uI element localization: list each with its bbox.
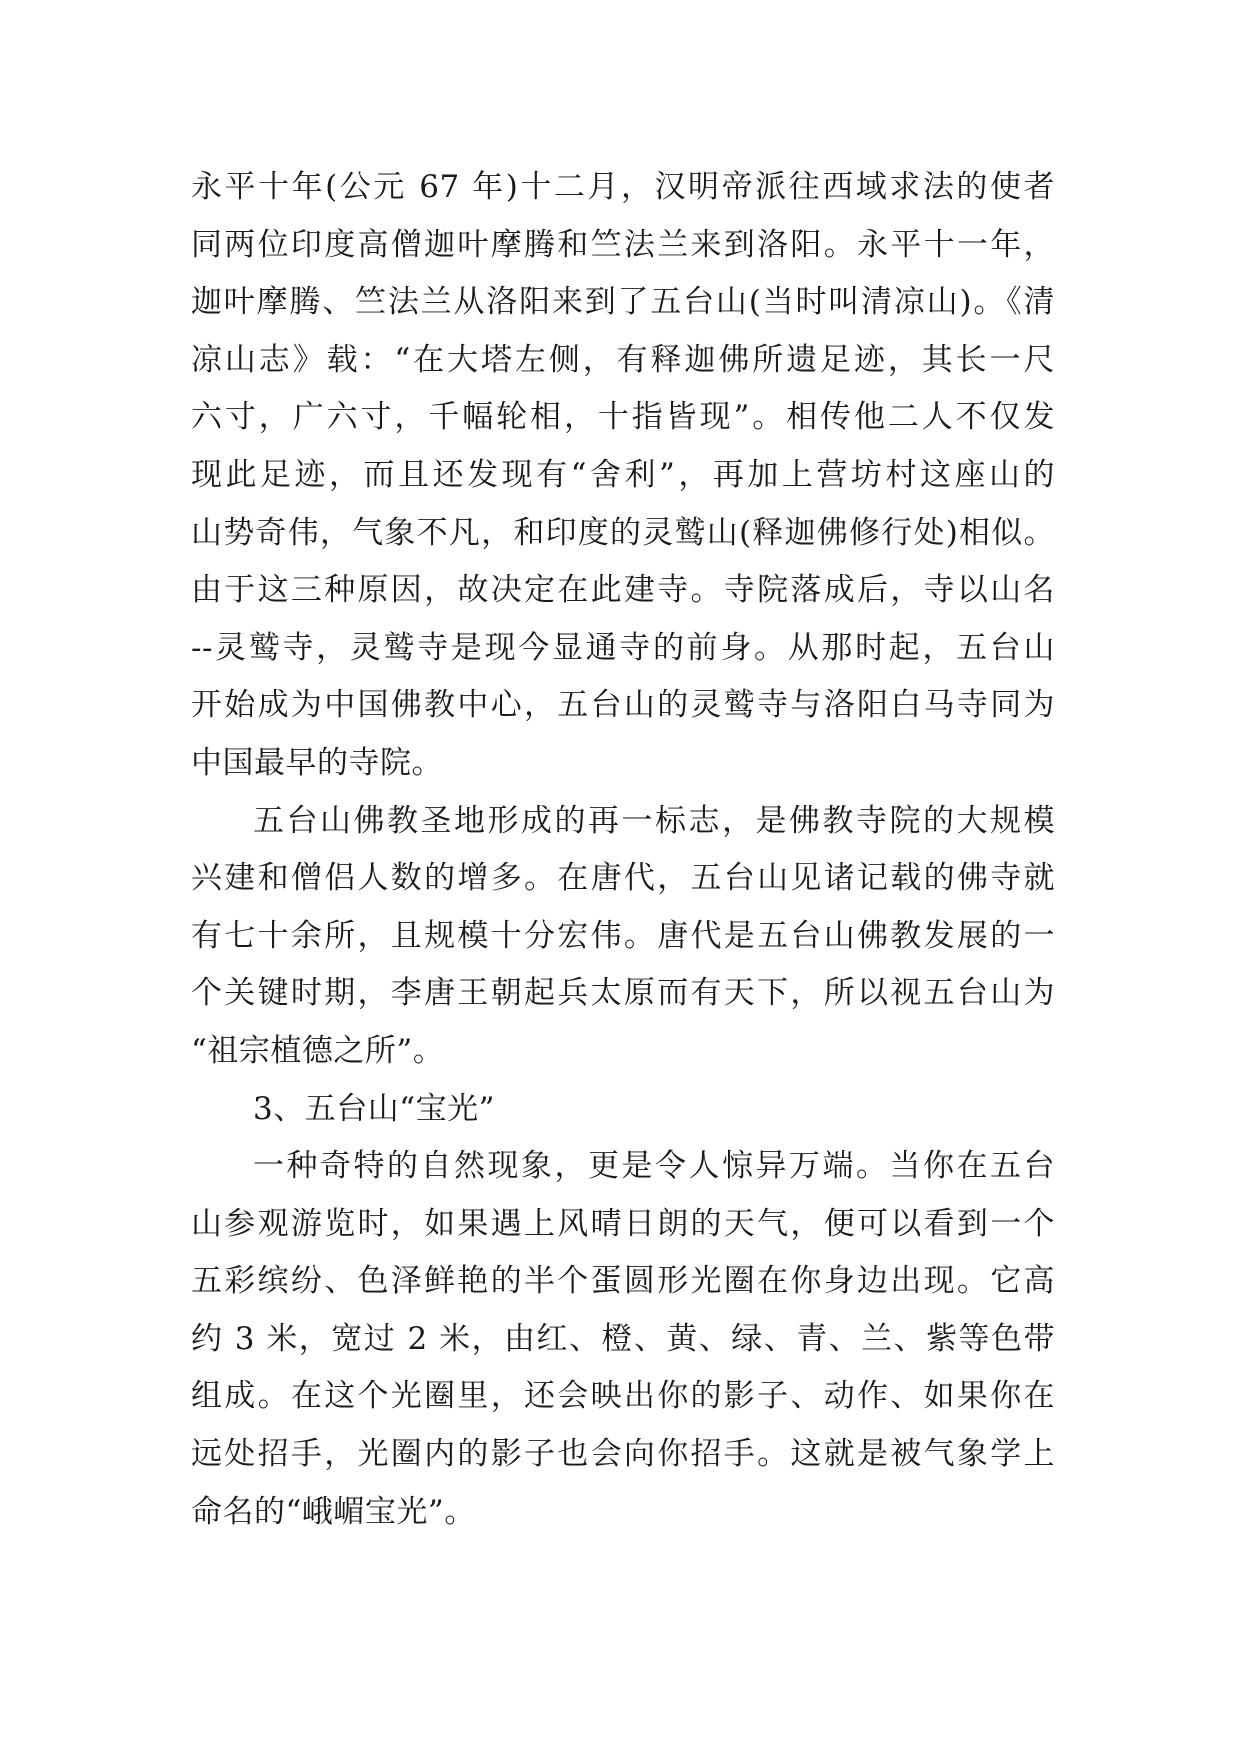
section-heading: [191, 1081, 1055, 1139]
text-line: 个关键时期，李唐王朝起兵太原而有天下，所以视五台山为: [191, 975, 1055, 1012]
paragraph-1: [191, 159, 1055, 793]
text-line: 同两位印度高僧迦叶摩腾和竺法兰来到洛阳。永平十一年，: [191, 226, 1055, 263]
text-line: 由于这三种原因，故决定在此建寺。寺院落成后，寺以山名: [191, 572, 1055, 609]
text-line: 组成。在这个光圈里，还会映出你的影子、动作、如果你在: [191, 1378, 1055, 1415]
text-line: 现此足迹，而且还发现有“舍利”，再加上营坊村这座山的: [191, 456, 1055, 493]
text-line: 五台山佛教圣地形成的再一标志，是佛教寺院的大规模: [253, 802, 1055, 839]
text-line: 约 3 米，宽过 2 米，由红、橙、黄、绿、青、兰、紫等色带: [191, 1320, 1055, 1357]
paragraph-3: [191, 1138, 1055, 1541]
document-body: [191, 159, 1055, 1541]
paragraph-2: [191, 793, 1055, 1081]
section-heading-text: 3、五台山“宝光”: [253, 1090, 495, 1127]
text-line: 命名的“峨嵋宝光”。: [191, 1493, 476, 1530]
text-line: 六寸，广六寸，千幅轮相，十指皆现”。相传他二人不仅发: [191, 399, 1055, 436]
text-line: 山参观游览时，如果遇上风晴日朗的天气，便可以看到一个: [191, 1205, 1055, 1242]
text-line: 有七十余所，且规模十分宏伟。唐代是五台山佛教发展的一: [191, 917, 1055, 954]
text-line: 迦叶摩腾、竺法兰从洛阳来到了五台山(当时叫清凉山)。《清: [191, 284, 1055, 321]
text-line: 远处招手，光圈内的影子也会向你招手。这就是被气象学上: [191, 1436, 1055, 1473]
text-line: --灵鹫寺，灵鹫寺是现今显通寺的前身。从那时起，五台山: [191, 629, 1055, 666]
text-line: “祖宗植德之所”。: [191, 1032, 445, 1069]
text-line: 兴建和僧侣人数的增多。在唐代，五台山见诸记载的佛寺就: [191, 860, 1055, 897]
text-line: 山势奇伟，气象不凡，和印度的灵鹫山(释迦佛修行处)相似。: [191, 514, 1055, 551]
text-line: 中国最早的寺院。: [191, 744, 443, 781]
text-line: 永平十年(公元 67 年)十二月，汉明帝派往西域求法的使者: [191, 169, 1055, 205]
text-line: 一种奇特的自然现象，更是令人惊异万端。当你在五台: [253, 1148, 1055, 1185]
text-line: 五彩缤纷、色泽鲜艳的半个蛋圆形光圈在你身边出现。它高: [191, 1263, 1055, 1300]
text-line: 凉山志》载：“在大塔左侧，有释迦佛所遗足迹，其长一尺: [191, 341, 1055, 378]
text-line: 开始成为中国佛教中心，五台山的灵鹫寺与洛阳白马寺同为: [191, 687, 1055, 724]
